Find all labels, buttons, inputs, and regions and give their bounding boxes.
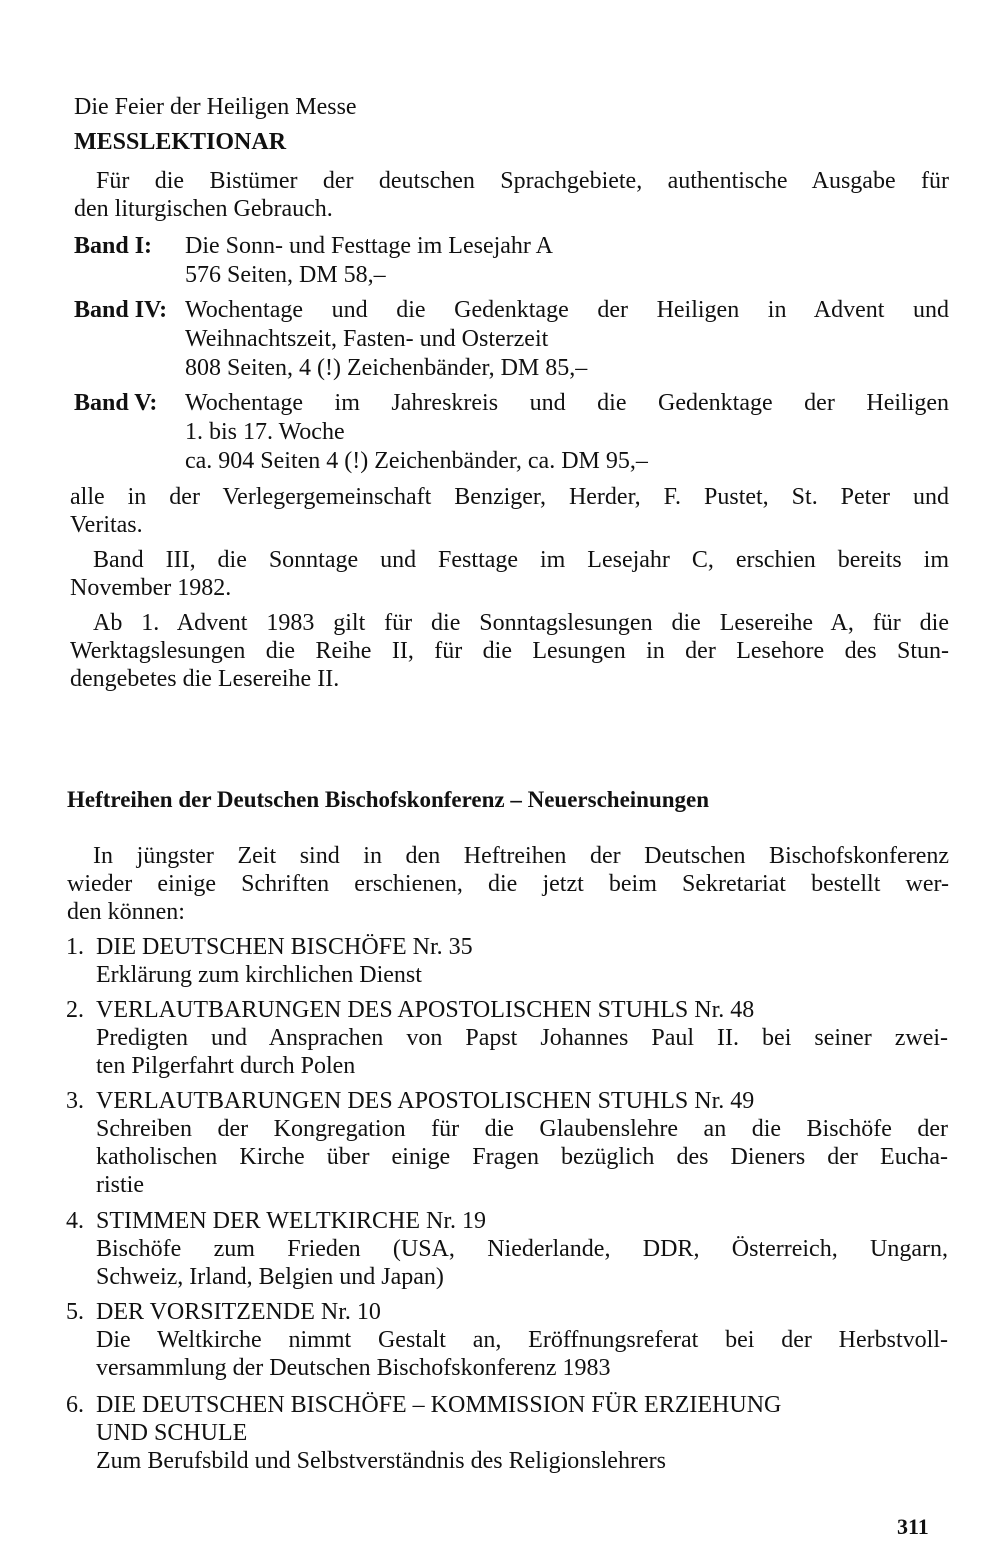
section-heading: Heftreihen der Deutschen Bischofskonferenz – Neuerscheinungen	[67, 787, 710, 812]
section-intro-line: den können:	[67, 899, 185, 925]
band-line: 808 Seiten, 4 (!) Zeichenbänder, DM 85,–	[185, 355, 588, 381]
band-line: Wochentage und die Gedenktage der Heiligen in Advent und	[185, 297, 949, 323]
list-item-title: STIMMEN DER WELTKIRCHE Nr. 19	[96, 1208, 486, 1234]
band3-note-line: Band III, die Sonntage und Festtage im Lesejahr C, erschien bereits im	[93, 547, 949, 573]
band-line: 1. bis 17. Woche	[185, 419, 345, 445]
band-line: Weihnachtszeit, Fasten- und Osterzeit	[185, 326, 549, 352]
list-item-desc: Zum Berufsbild und Selbstverständnis des Religionslehrers	[96, 1448, 666, 1474]
band-label: Band V:	[74, 390, 158, 416]
list-item-title: DIE DEUTSCHEN BISCHÖFE – KOMMISSION FÜR ERZIEHUNG	[96, 1392, 782, 1418]
list-item-number: 1.	[66, 934, 84, 960]
list-item-number: 4.	[66, 1208, 84, 1234]
advent-note-line: dengebetes die Lesereihe II.	[70, 666, 340, 692]
list-item-desc: Die Weltkirche nimmt Gestalt an, Eröffnungsreferat bei der Herbstvoll-	[96, 1327, 948, 1353]
band-line: ca. 904 Seiten 4 (!) Zeichenbänder, ca. DM 95,–	[185, 448, 648, 474]
list-item-desc: Predigten und Ansprachen von Papst Johannes Paul II. bei seiner zwei-	[96, 1025, 948, 1051]
band-line: Wochentage im Jahreskreis und die Gedenktage der Heiligen	[185, 390, 949, 416]
publishers-line: alle in der Verlegergemeinschaft Benziger, Herder, F. Pustet, St. Peter und	[70, 484, 949, 510]
page-number: 311	[897, 1514, 929, 1539]
band-line: Die Sonn- und Festtage im Lesejahr A	[185, 233, 553, 259]
list-item-number: 6.	[66, 1392, 84, 1418]
list-item-title: DER VORSITZENDE Nr. 10	[96, 1299, 381, 1325]
list-item-desc: Schweiz, Irland, Belgien und Japan)	[96, 1264, 444, 1290]
list-item-desc: ten Pilgerfahrt durch Polen	[96, 1053, 356, 1079]
band-label: Band IV:	[74, 297, 168, 323]
list-item-desc: katholischen Kirche über einige Fragen bezüglich des Dieners der Eucha-	[96, 1144, 948, 1170]
list-item-title: DIE DEUTSCHEN BISCHÖFE Nr. 35	[96, 934, 473, 960]
list-item-desc: Erklärung zum kirchlichen Dienst	[96, 962, 422, 988]
band3-note-line: November 1982.	[70, 575, 232, 601]
list-item-number: 3.	[66, 1088, 84, 1114]
section-intro-line: wieder einige Schriften erschienen, die jetzt beim Sekretariat bestellt wer-	[67, 871, 949, 897]
publishers-line: Veritas.	[70, 512, 143, 538]
list-item-title: UND SCHULE	[96, 1420, 248, 1446]
list-item-desc: Schreiben der Kongregation für die Glaubenslehre an die Bischöfe der	[96, 1116, 948, 1142]
list-item-desc: ristie	[96, 1172, 144, 1198]
advent-note-line: Werktagslesungen die Reihe II, für die Lesungen in der Lesehore des Stun-	[70, 638, 949, 664]
section-intro-line: In jüngster Zeit sind in den Heftreihen der Deutschen Bischofskonferenz	[93, 843, 949, 869]
intro-line: Für die Bistümer der deutschen Sprachgebiete, authentische Ausgabe für	[96, 168, 949, 194]
list-item-title: VERLAUTBARUNGEN DES APOSTOLISCHEN STUHLS Nr. 48	[96, 997, 755, 1023]
list-item-desc: versammlung der Deutschen Bischofskonferenz 1983	[96, 1355, 611, 1381]
list-item-number: 2.	[66, 997, 84, 1023]
band-line: 576 Seiten, DM 58,–	[185, 262, 386, 288]
book-title: MESSLEKTIONAR	[74, 129, 287, 155]
band-label: Band I:	[74, 233, 153, 259]
list-item-desc: Bischöfe zum Frieden (USA, Niederlande, DDR, Österreich, Ungarn,	[96, 1236, 948, 1262]
series-title: Die Feier der Heiligen Messe	[74, 94, 357, 120]
list-item-title: VERLAUTBARUNGEN DES APOSTOLISCHEN STUHLS Nr. 49	[96, 1088, 755, 1114]
list-item-number: 5.	[66, 1299, 84, 1325]
intro-line: den liturgischen Gebrauch.	[74, 196, 333, 222]
advent-note-line: Ab 1. Advent 1983 gilt für die Sonntagslesungen die Lesereihe A, für die	[93, 610, 949, 636]
